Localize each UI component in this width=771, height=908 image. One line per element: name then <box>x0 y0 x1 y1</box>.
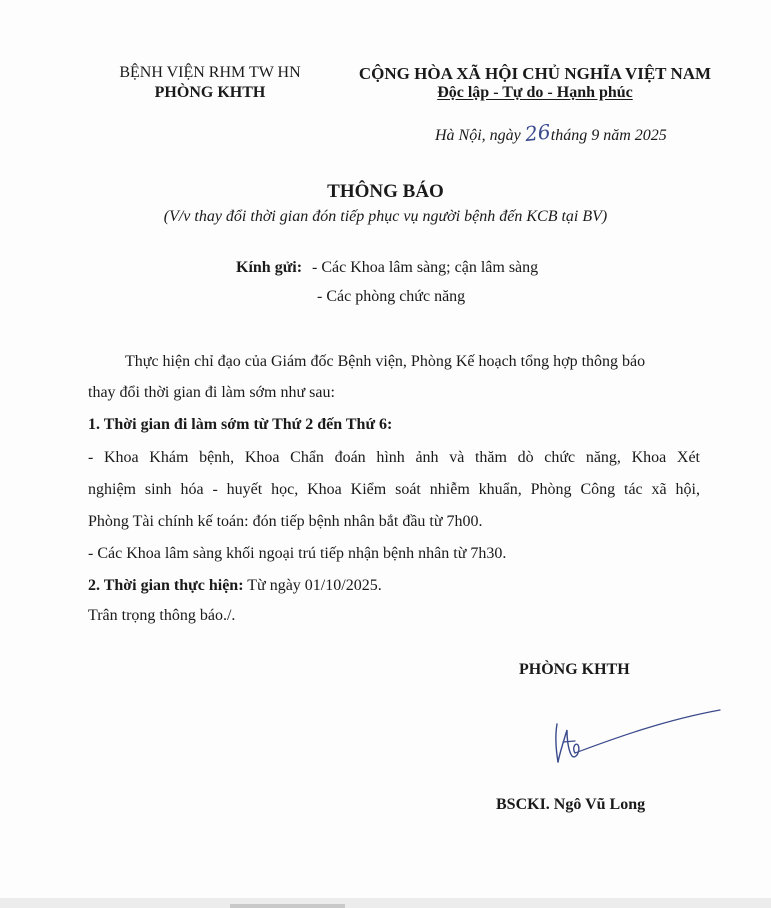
department-name: PHÒNG KHTH <box>154 84 266 101</box>
intro-paragraph-line: thay đổi thời gian đi làm sớm như sau: <box>88 384 335 401</box>
recipient-item: - Các Khoa lâm sàng; cận lâm sàng <box>312 259 539 276</box>
recipient-item: - Các phòng chức năng <box>317 288 466 305</box>
item-1-line: nghiệm sinh hóa - huyết học, Khoa Kiểm soát nhiễm khuẩn, Phòng Công tác xã hội, <box>88 481 700 498</box>
document-title: THÔNG BÁO <box>327 181 444 202</box>
date-day-handwritten: 26 <box>523 119 552 147</box>
country-name: CỘNG HÒA XÃ HỘI CHỦ NGHĨA VIỆT NAM <box>358 64 712 83</box>
recipient-label-line <box>236 259 302 277</box>
item-1-line: - Khoa Khám bệnh, Khoa Chẩn đoán hình ảnh và thăm dò chức năng, Khoa Xét <box>88 449 700 466</box>
recipient-label-colon: : <box>296 259 303 276</box>
section-2 <box>88 577 382 595</box>
hospital-name: BỆNH VIỆN RHM TW HN <box>119 64 301 81</box>
section-1-heading: 1. Thời gian đi làm sớm từ Thứ 2 đến Thứ 6: <box>88 416 393 433</box>
recipient-label: Kính gửi <box>236 259 297 276</box>
handwritten-signature <box>545 700 735 780</box>
intro-paragraph-line: Thực hiện chỉ đạo của Giám đốc Bệnh viện, Phòng Kế hoạch tổng hợp thông báo <box>125 353 646 370</box>
document-subtitle: (V/v thay đổi thời gian đón tiếp phục vụ người bệnh đến KCB tại BV) <box>163 208 608 225</box>
date-prefix: Hà Nội, ngày <box>435 127 521 144</box>
page-bottom-tab <box>230 904 345 908</box>
item-2: - Các Khoa lâm sàng khối ngoại trú tiếp nhận bệnh nhân từ 7h30. <box>88 545 507 562</box>
closing-line: Trân trọng thông báo./. <box>88 607 236 624</box>
signer-name: BSCKI. Ngô Vũ Long <box>496 796 646 813</box>
date-line <box>435 121 667 145</box>
motto-text: Độc lập - Tự do - Hạnh phúc <box>437 84 633 101</box>
date-month-year: tháng 9 năm 2025 <box>550 127 667 144</box>
item-1-line: Phòng Tài chính kế toán: đón tiếp bệnh nhân bắt đầu từ 7h00. <box>88 513 483 530</box>
page-bottom-band <box>0 898 771 908</box>
national-motto <box>340 84 730 102</box>
signer-office: PHÒNG KHTH <box>519 661 630 678</box>
section-2-heading: 2. Thời gian thực hiện: <box>88 577 244 594</box>
section-2-text: Từ ngày 01/10/2025. <box>247 577 382 594</box>
